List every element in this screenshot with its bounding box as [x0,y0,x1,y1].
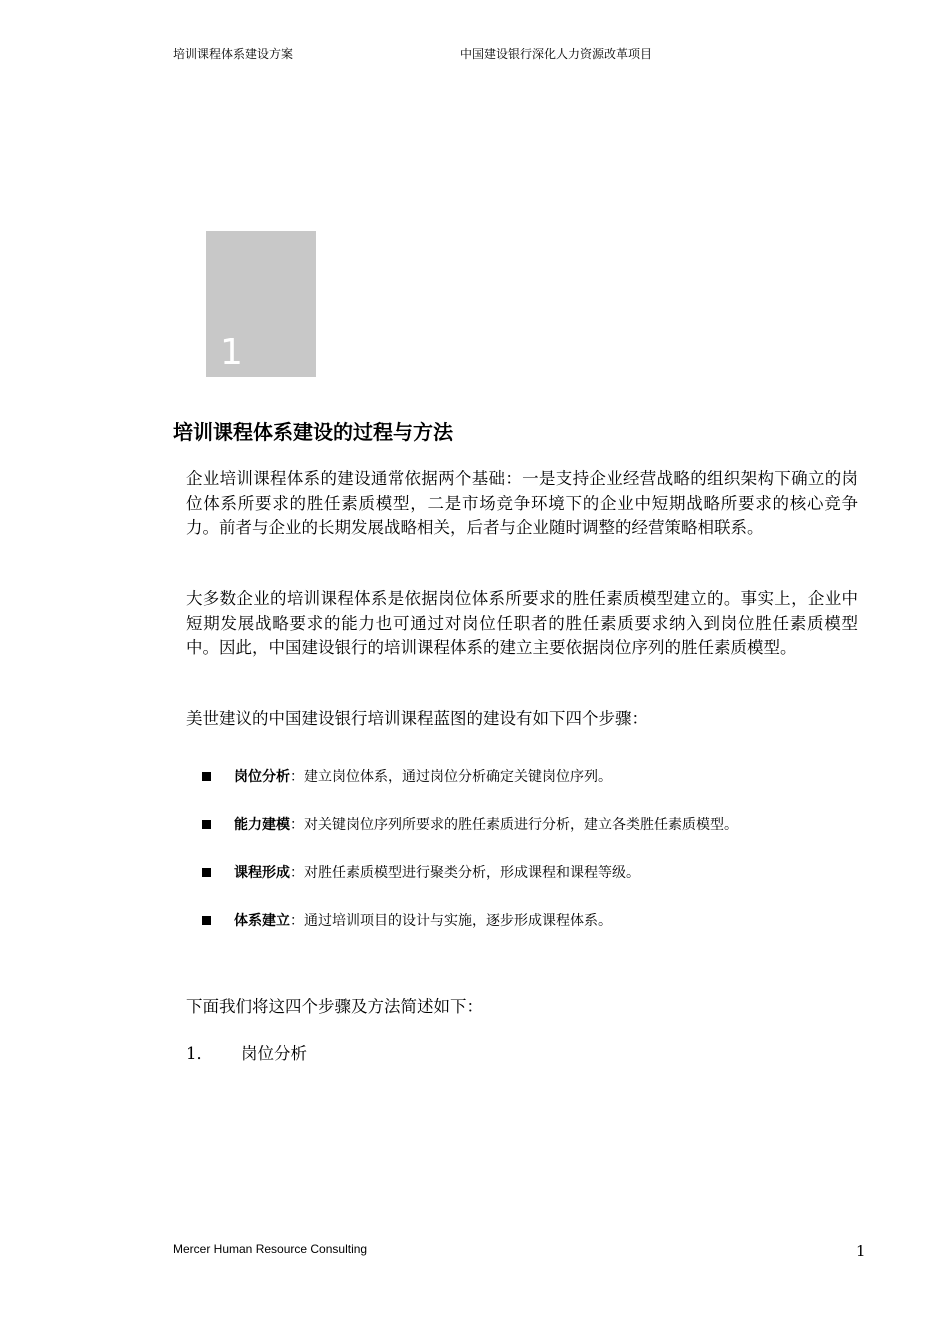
step-description: 通过培训项目的设计与实施，逐步形成课程体系。 [304,913,612,929]
square-bullet-icon [202,916,211,925]
steps-list [202,752,862,944]
step-separator: ： [290,913,304,929]
numbered-heading-text: 岗位分析 [241,1044,307,1063]
numbered-heading [186,1040,307,1064]
page-number: 1 [856,1242,866,1260]
step-separator: ： [290,769,304,785]
step-separator: ： [290,865,304,881]
chapter-number-box [206,231,316,377]
step-description: 对关键岗位序列所要求的胜任素质进行分析，建立各类胜任素质模型。 [304,817,738,833]
step-name: 岗位分析 [234,769,290,785]
step-separator: ： [290,817,304,833]
square-bullet-icon [202,868,211,877]
list-item [202,848,862,896]
chapter-number: 1 [220,332,243,373]
step-name: 课程形成 [234,865,290,881]
footer-company: Mercer Human Resource Consulting [173,1242,368,1256]
paragraph-summary-intro: 下面我们将这四个步骤及方法简述如下： [186,997,483,1016]
square-bullet-icon [202,772,211,781]
section-title: 培训课程体系建设的过程与方法 [173,420,453,444]
list-item [202,752,862,800]
paragraph-steps-intro: 美世建议的中国建设银行培训课程蓝图的建设有如下四个步骤： [186,709,648,728]
paragraph-basis: 企业培训课程体系的建设通常依据两个基础：一是支持企业经营战略的组织架构下确立的岗位体系所要求的胜任素质模型，二是市场竞争环境下的企业中短期战略所要求的核心竞争力。前者与企业的长期发展战略相关，后者与企业随时调整的经营策略相联系。 [186,469,858,537]
square-bullet-icon [202,820,211,829]
step-description: 对胜任素质模型进行聚类分析，形成课程和课程等级。 [304,865,640,881]
header-document-title: 培训课程体系建设方案 [173,47,294,61]
list-item [202,800,862,848]
paragraph-competency: 大多数企业的培训课程体系是依据岗位体系所要求的胜任素质模型建立的。事实上，企业中短期发展战略要求的能力也可通过对岗位任职者的胜任素质要求纳入到岗位胜任素质模型中。因此，中国建设银行的培训课程体系的建立主要依据岗位序列的胜任素质模型。 [186,589,858,657]
step-description: 建立岗位体系，通过岗位分析确定关键岗位序列。 [304,769,612,785]
step-name: 能力建模 [234,817,290,833]
numbered-heading-label: 1． [186,1044,213,1063]
step-name: 体系建立 [234,913,290,929]
header-project-title: 中国建设银行深化人力资源改革项目 [460,47,653,61]
list-item [202,896,862,944]
